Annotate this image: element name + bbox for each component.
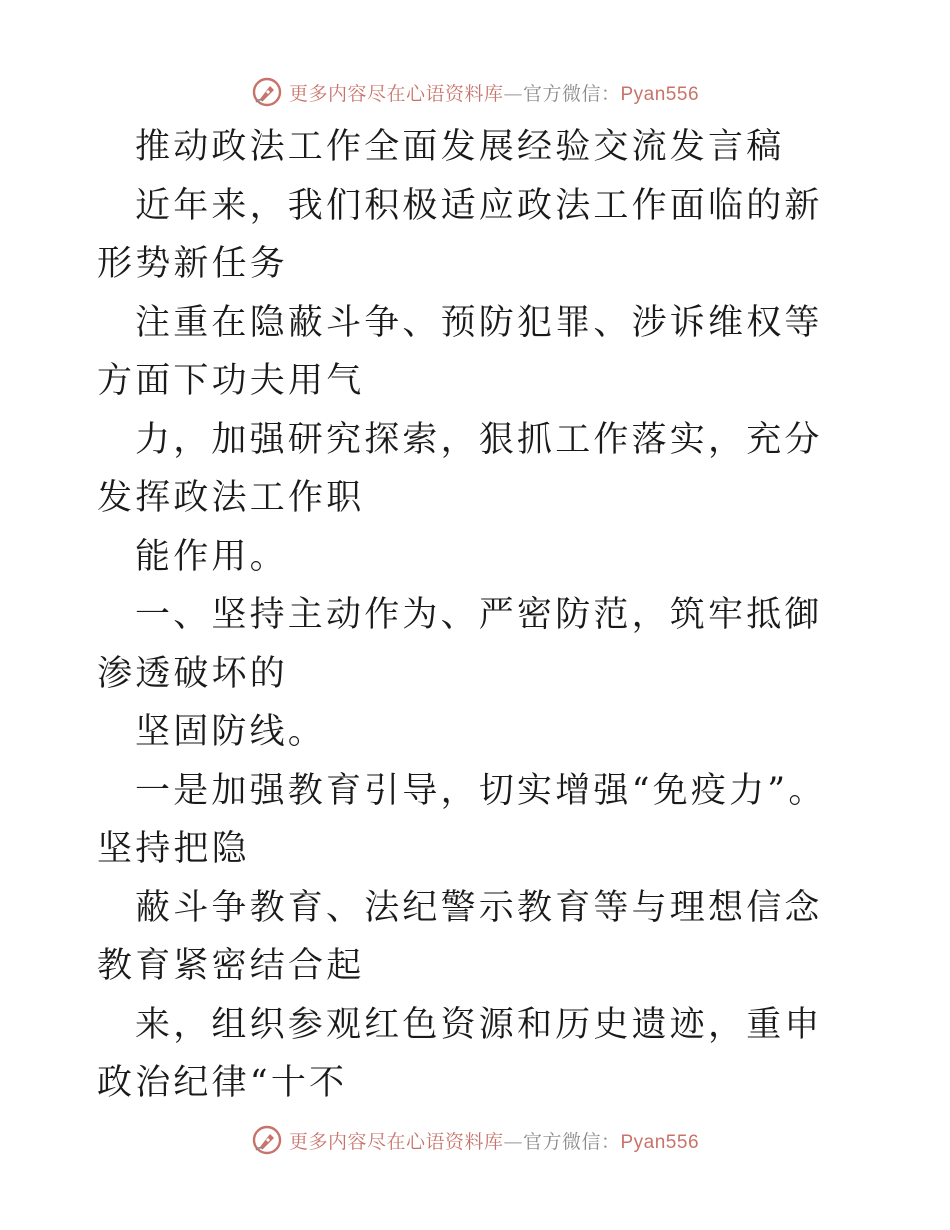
watermark-separator: — xyxy=(503,1130,523,1153)
paragraph-line: 一是加强教育引导，切实增强“免疫力”。坚持把隐 xyxy=(97,770,827,869)
watermark-wechat-label: 官方微信： xyxy=(522,1130,621,1153)
section-heading: 一、坚持主动作为、严密防范，筑牢抵御渗透破坏的 xyxy=(97,595,823,694)
watermark-footer xyxy=(0,1120,950,1160)
document-title: 推动政法工作全面发展经验交流发言稿 xyxy=(135,127,785,167)
document-body xyxy=(97,118,857,1113)
watermark-wechat-id: Pyan556 xyxy=(620,1131,700,1153)
paragraph-line: 近年来，我们积极适应政法工作面临的新形势新任务 xyxy=(97,185,823,284)
paragraph-line: 蔽斗争教育、法纪警示教育等与理想信念教育紧密结合起 xyxy=(97,887,823,986)
pen-nib-logo-icon xyxy=(251,1124,283,1156)
watermark-separator: — xyxy=(503,82,523,105)
watermark-text: 更多内容尽在心语资料库—官方微信：Pyan556 xyxy=(288,82,700,105)
watermark-wechat-id: Pyan556 xyxy=(620,83,700,105)
paragraph-line: 力，加强研究探索，狠抓工作落实，充分发挥政法工作职 xyxy=(97,419,823,518)
paragraph-line: 注重在隐蔽斗争、预防犯罪、涉诉维权等方面下功夫用气 xyxy=(97,302,823,401)
watermark-text: 更多内容尽在心语资料库—官方微信：Pyan556 xyxy=(288,1130,700,1153)
pen-nib-logo-icon xyxy=(251,76,283,108)
paragraph-line: 能作用。 xyxy=(135,536,288,577)
watermark-wechat-label: 官方微信： xyxy=(522,82,621,105)
paragraph-line: 来，组织参观红色资源和历史遗迹，重申政治纪律“十不 xyxy=(97,1004,823,1103)
watermark-header xyxy=(0,72,950,112)
paragraph-line: 坚固防线。 xyxy=(135,712,327,752)
